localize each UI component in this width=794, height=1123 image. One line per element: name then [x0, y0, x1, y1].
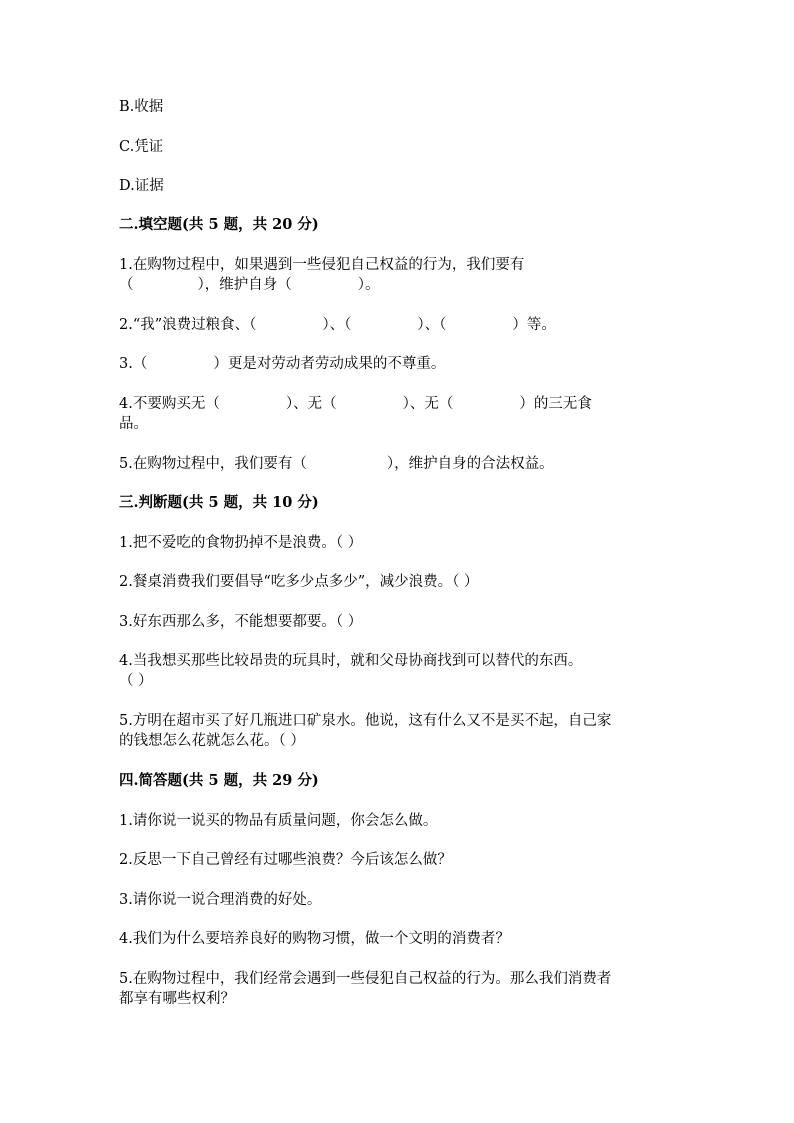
true-false-question-3: 3.好东西那么多，不能想要都要。（ ） — [119, 614, 363, 630]
option-text: 凭证 — [134, 139, 164, 155]
question-text: 5.方明在超市买了好几瓶进口矿泉水。他说，这有什么又不是买不起，自己家 — [119, 713, 612, 729]
question-text-cont: （ ） — [119, 673, 153, 689]
fill-blank-question-3 — [119, 354, 445, 374]
question-text: ），维护自身的合法权益。 — [386, 456, 554, 472]
question-text: 5.在购物过程中，我们要有（ — [119, 456, 307, 472]
short-answer-question-5 — [119, 969, 679, 1009]
question-text: ）、（ — [322, 317, 352, 333]
question-text: 4.当我想买那些比较昂贵的玩具时，就和父母协商找到可以替代的东西。 — [119, 653, 583, 669]
question-text: ）、（ — [417, 317, 447, 333]
question-text: 2.“我”浪费过粮食、（ — [119, 317, 257, 333]
option-text: 收据 — [134, 99, 164, 115]
option-text: 证据 — [134, 178, 164, 194]
option-c — [119, 137, 163, 157]
question-text-cont: 都享有哪些权利？ — [119, 991, 235, 1007]
question-text: ），维护自身（ — [197, 277, 292, 293]
fill-blank-question-1 — [119, 255, 679, 295]
fill-blank-question-2 — [119, 315, 556, 335]
paren-close: ）。 — [357, 277, 380, 293]
option-letter: C. — [119, 139, 135, 155]
section-heading-fill-blank: 二.填空题(共 5 题，共 20 分) — [119, 216, 319, 233]
paren-open: （ — [119, 277, 134, 293]
question-text: 5.在购物过程中，我们经常会遇到一些侵犯自己权益的行为。那么我们消费者 — [119, 971, 612, 987]
option-letter: D. — [119, 178, 135, 194]
section-heading-true-false: 三.判断题(共 5 题，共 10 分) — [119, 494, 319, 511]
short-answer-question-3: 3.请你说一说合理消费的好处。 — [119, 892, 322, 908]
question-text: 1.在购物过程中，如果遇到一些侵犯自己权益的行为，我们要有 — [119, 257, 525, 273]
short-answer-question-4: 4.我们为什么要培养良好的购物习惯，做一个文明的消费者？ — [119, 931, 510, 947]
true-false-question-2: 2.餐桌消费我们要倡导“吃多少点多少”，减少浪费。（ ） — [119, 574, 479, 590]
short-answer-question-2: 2.反思一下自己曾经有过哪些浪费？今后该怎么做？ — [119, 852, 452, 868]
option-b — [119, 97, 163, 117]
question-text-cont — [119, 275, 679, 295]
fill-blank-question-4 — [119, 394, 679, 434]
option-letter: B. — [119, 99, 135, 115]
question-text: 3.（ — [119, 356, 148, 372]
question-text-cont: 的钱想怎么花就怎么花。（ ） — [119, 733, 305, 749]
fill-blank-question-5 — [119, 454, 554, 474]
true-false-question-1: 1.把不爱吃的食物扔掉不是浪费。（ ） — [119, 535, 363, 551]
section-heading-short-answer: 四.简答题(共 5 题，共 29 分) — [119, 772, 319, 789]
question-text: ）更是对劳动者劳动成果的不尊重。 — [213, 356, 446, 372]
question-text: ）等。 — [512, 317, 556, 333]
option-d — [119, 176, 164, 196]
short-answer-question-1: 1.请你说一说买的物品有质量问题，你会怎么做。 — [119, 813, 438, 829]
question-text-cont: 品。 — [119, 416, 148, 432]
true-false-question-5 — [119, 711, 679, 751]
question-text: 4.不要购买无（ ）、无（ ）、无（ ）的三无食 — [119, 396, 592, 412]
true-false-question-4 — [119, 651, 679, 691]
